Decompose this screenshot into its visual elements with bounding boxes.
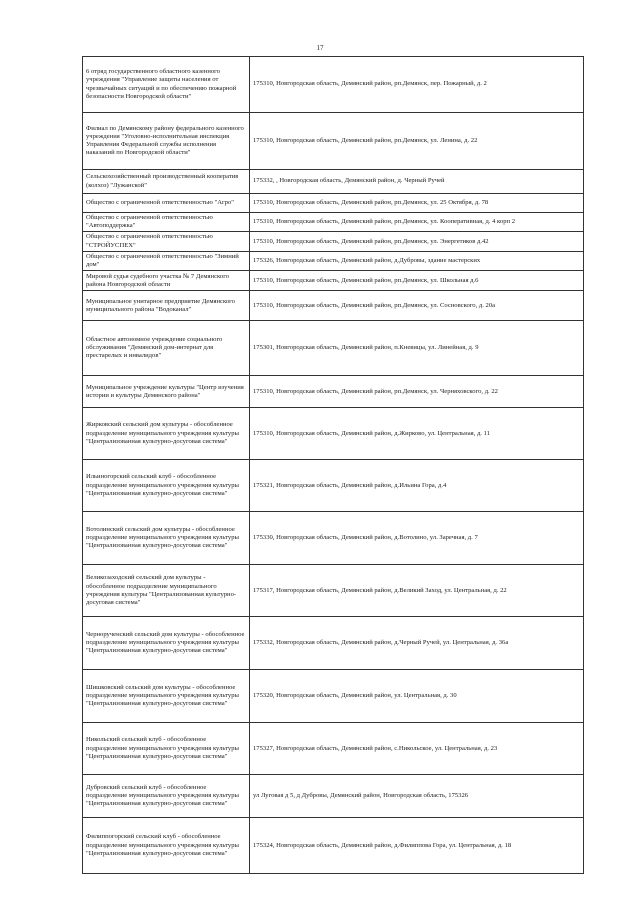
page-number: 17 [316, 44, 324, 52]
organization-name: 6 отряд государственного областного казенного учреждения "Управление защиты населения от чрезвычайных ситуаций и по обеспечению пожарной безопасности Новгородской области" [83, 57, 250, 113]
organization-name: Великозаходский сельский дом культуры - обособленное подразделение муниципального учреждения культуры "Централизованная культурно-досуговая система" [83, 565, 250, 617]
table-row [83, 818, 584, 874]
organization-address: 175330, Новгородская область, Демянский район, д.Вотолино, ул. Заречная, д. 7 [250, 512, 584, 565]
table-row [83, 321, 584, 376]
table-row [83, 213, 584, 232]
organization-address: 175332, , Новгородская область, Демянский район, д. Черный Ручей [250, 170, 584, 194]
organization-name: Общество с ограниченной ответственностью "СТРОЙУСПЕХ" [83, 232, 250, 251]
organization-address: 175327, Новгородская область, Демянский район, с.Никольское, ул. Центральная, д. 23 [250, 723, 584, 775]
organization-address: 175310, Новгородская область, Демянский район, рп.Демянск, ул. Кооперативная, д. 4 корп 2 [250, 213, 584, 232]
organization-name: Никольский сельский клуб - обособленное подразделение муниципального учреждения культуры "Централизованная культурно-досуговая система" [83, 723, 250, 775]
table-row [83, 460, 584, 512]
organization-address: 175326, Новгородская область, Демянский район, д.Дубровы, здание мастерских [250, 251, 584, 270]
organization-name: Муниципальное унитарное предприятие Демянского муниципального района "Водоканал" [83, 291, 250, 321]
organization-address: 175310, Новгородская область, Демянский район, рп.Демянск, ул. Сосновского, д. 20а [250, 291, 584, 321]
organization-address: 175317, Новгородская область, Демянский район, д.Великий Заход, ул. Центральная, д. 22 [250, 565, 584, 617]
organization-name: Ильиногорский сельский клуб - обособленное подразделение муниципального учреждения культуры "Централизованная культурно-досуговая система" [83, 460, 250, 512]
table-row [83, 113, 584, 170]
table-row [83, 170, 584, 194]
table-row [83, 512, 584, 565]
table-row [83, 775, 584, 818]
organization-name: Вотолинский сельский дом культуры - обособленное подразделение муниципального учреждения культуры "Централизованная культурно-досуговая система" [83, 512, 250, 565]
table-row [83, 291, 584, 321]
table-row [83, 617, 584, 670]
organization-address: 175310, Новгородская область, Демянский район, д.Жирково, ул. Центральная, д. 11 [250, 408, 584, 460]
organization-address: 175310, Новгородская область, Демянский район, рп.Демянск, ул. Ленина, д. 22 [250, 113, 584, 170]
organization-name: Шишковский сельский дом культуры - обособленное подразделение муниципального учреждения культуры "Централизованная культурно-досуговая система" [83, 670, 250, 723]
table-row [83, 565, 584, 617]
organization-address: 175332, Новгородская область, Демянский район, д.Черный Ручей, ул. Центральная, д. 36а [250, 617, 584, 670]
organizations-table [82, 56, 584, 874]
organization-name: Общество с ограниченной ответственностью "Автоподдержка" [83, 213, 250, 232]
organization-address: 175320, Новгородская область, Демянский район, ул. Центральная, д. 30 [250, 670, 584, 723]
table-row [83, 723, 584, 775]
organization-address: 175301, Новгородская область, Демянский район, п.Кневицы, ул. Линейная, д. 9 [250, 321, 584, 376]
organization-name: Жирковский сельский дом культуры - обособленное подразделение муниципального учреждения культуры "Централизованная культурно-досуговая система" [83, 408, 250, 460]
organization-name: Мировой судья судебного участка № 7 Демянского района Новгородской области [83, 271, 250, 291]
table-row [83, 271, 584, 291]
table-row [83, 57, 584, 113]
organization-name: Муниципальное учреждение культуры "Центр изучения истории и культуры Демянского района" [83, 376, 250, 408]
table-row [83, 232, 584, 251]
organization-address: 175324, Новгородская область, Демянский район, д.Филиппова Гора, ул. Центральная, д. 18 [250, 818, 584, 874]
organization-address: 175310, Новгородская область, Демянский район, рп.Демянск, пер. Пожарный, д. 2 [250, 57, 584, 113]
table-row [83, 376, 584, 408]
organization-name: Областное автономное учреждение социального обслуживания "Демянский дом-интернат для престарелых и инвалидов" [83, 321, 250, 376]
organization-name: Общество с ограниченной ответственностью "Агро" [83, 194, 250, 213]
organization-address: 175310, Новгородская область, Демянский район, рп.Демянск, ул. Черняховского, д. 22 [250, 376, 584, 408]
organization-name: Чернорученский сельский дом культуры - обособленное подразделение муниципального учреждения культуры "Централизованная культурно-досуговая система" [83, 617, 250, 670]
table-row [83, 194, 584, 213]
organization-address: 175310, Новгородская область, Демянский район, рп.Демянск, ул. 25 Октября, д. 78 [250, 194, 584, 213]
organization-name: Сельскохозяйственный производственный кооператив (колхоз) "Лужанской" [83, 170, 250, 194]
organization-name: Общество с ограниченной ответственностью "Зимний дом" [83, 251, 250, 270]
organization-address: 175310, Новгородская область, Демянский район, рп.Демянск, ул. Школьная д.6 [250, 271, 584, 291]
table-row [83, 670, 584, 723]
organization-name: Филиппогорский сельский клуб - обособленное подразделение муниципального учреждения культуры "Централизованная культурно-досуговая система" [83, 818, 250, 874]
organization-name: Филиал по Демянскому району федерального казенного учреждения "Уголовно-исполнительная инспекция Управления Федеральной службы исполнения наказаний по Новгородской области" [83, 113, 250, 170]
organization-address: 175310, Новгородская область, Демянский район, рп.Демянск, ул. Энергетиков д.42 [250, 232, 584, 251]
organization-address: ул Луговая д 5, д Дубровы, Демянский район, Новгородская область, 175326 [250, 775, 584, 818]
organization-address: 175321, Новгородская область, Демянский район, д.Ильина Гора, д.4 [250, 460, 584, 512]
organization-name: Дубровский сельский клуб - обособленное подразделение муниципального учреждения культуры "Централизованная культурно-досуговая система" [83, 775, 250, 818]
table-row [83, 251, 584, 270]
table-row [83, 408, 584, 460]
